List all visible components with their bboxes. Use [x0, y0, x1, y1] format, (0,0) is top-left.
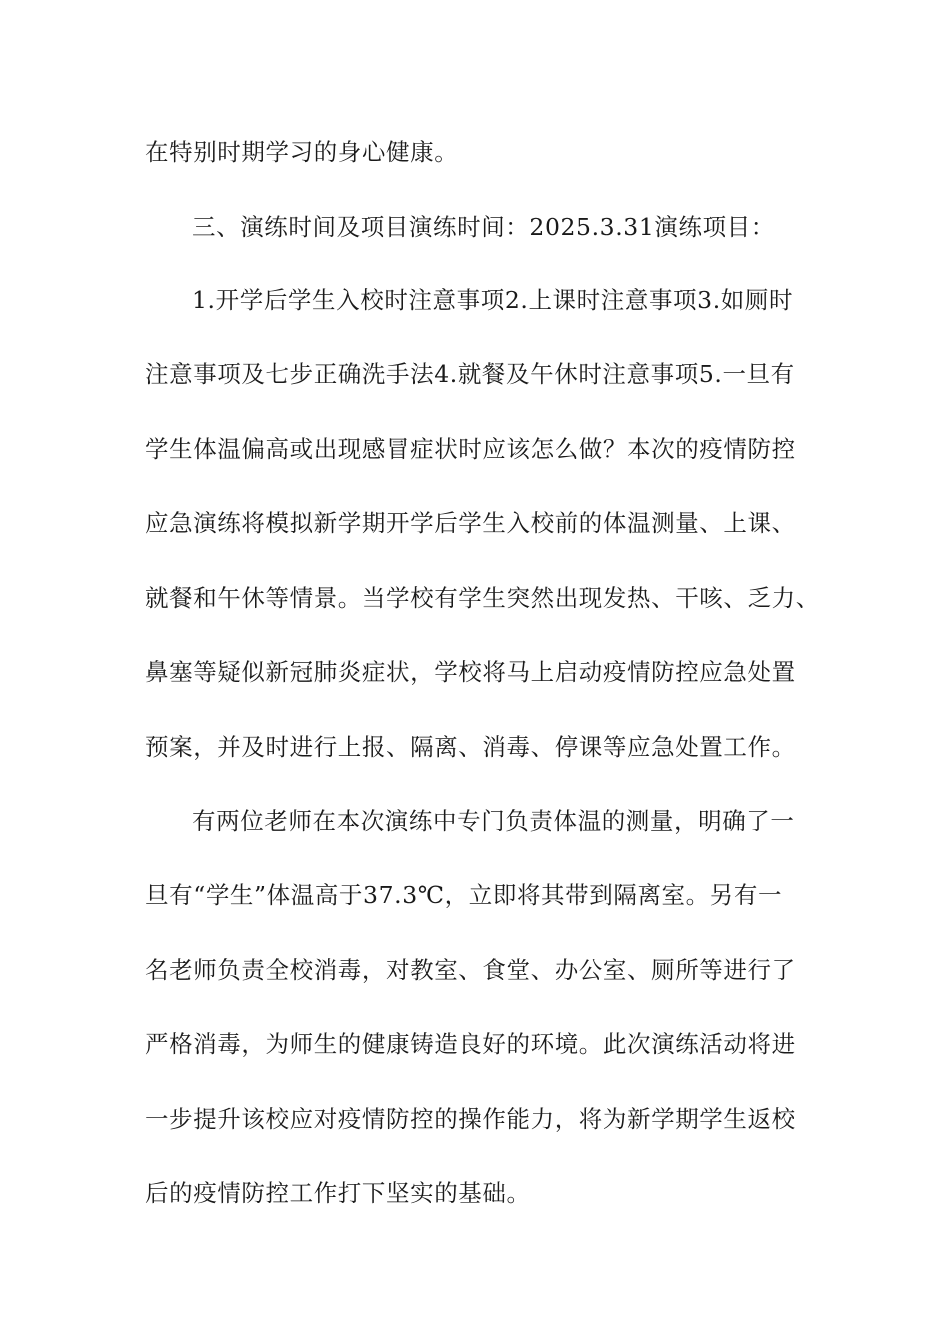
text-line-5: 学生体温偏高或出现感冒症状时应该怎么做？本次的疫情防控: [145, 435, 796, 463]
text-line-3: 1.开学后学生入校时注意事项2.上课时注意事项3.如厕时: [192, 286, 794, 314]
text-line-4: 注意事项及七步正确洗手法4.就餐及午休时注意事项5.一旦有: [145, 360, 795, 388]
text-line-6: 应急演练将模拟新学期开学后学生入校前的体温测量、上课、: [145, 509, 796, 537]
text-line-1: 在特别时期学习的身心健康。: [145, 138, 459, 166]
text-line-9: 预案，并及时进行上报、隔离、消毒、停课等应急处置工作。: [145, 733, 796, 761]
text-line-8: 鼻塞等疑似新冠肺炎症状，学校将马上启动疫情防控应急处置: [145, 658, 796, 686]
text-line-12: 名老师负责全校消毒，对教室、食堂、办公室、厕所等进行了: [145, 956, 796, 984]
text-line-11: 旦有“学生”体温高于37.3℃，立即将其带到隔离室。另有一: [145, 881, 783, 909]
text-line-15: 后的疫情防控工作打下坚实的基础。: [145, 1179, 531, 1207]
text-line-7: 就餐和午休等情景。当学校有学生突然出现发热、干咳、乏力、: [145, 584, 820, 612]
text-line-13: 严格消毒，为师生的健康铸造良好的环境。此次演练活动将进: [145, 1030, 796, 1058]
text-line-14: 一步提升该校应对疫情防控的操作能力，将为新学期学生返校: [145, 1105, 796, 1133]
text-line-10: 有两位老师在本次演练中专门负责体温的测量，明确了一: [192, 807, 795, 835]
section-heading-drill-time-and-items: 三、演练时间及项目演练时间：2025.3.31演练项目：: [192, 213, 775, 241]
